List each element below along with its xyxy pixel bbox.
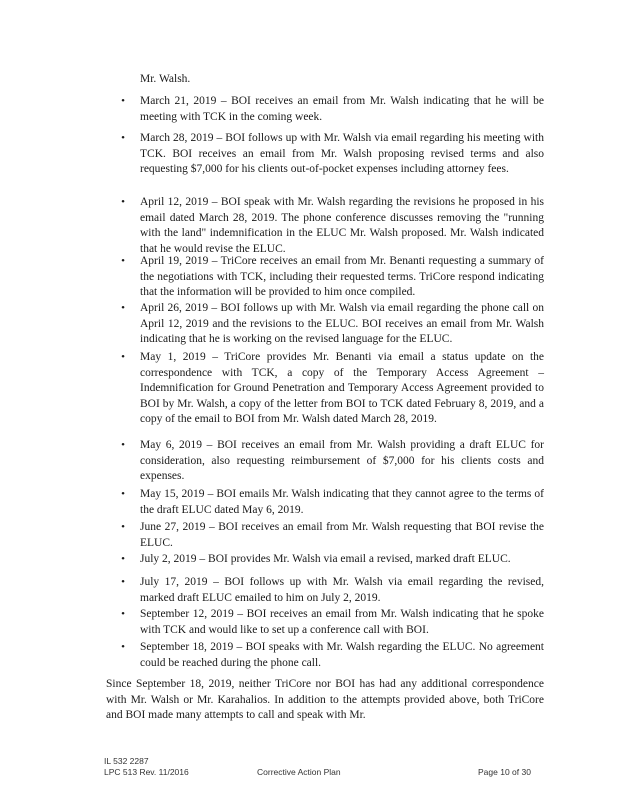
timeline-item-text: July 2, 2019 – BOI provides Mr. Walsh via email a revised, marked draft ELUC. <box>140 553 511 565</box>
bullet-icon: • <box>121 351 125 363</box>
timeline-item <box>121 301 544 348</box>
closing-paragraph: Since September 18, 2019, neither TriCore nor BOI has had any additional correspondence with Mr. Walsh or Mr. Karahalios. In addition to the attempts provided above, both TriCore and BOI made many attempts to call and speak with Mr. <box>106 678 544 722</box>
bullet-icon: • <box>121 302 125 314</box>
bullet-icon: • <box>121 255 125 267</box>
timeline-item-text: March 21, 2019 – BOI receives an email from Mr. Walsh indicating that he will be meeting with TCK in the coming week. <box>140 95 544 123</box>
continuation-text: Mr. Walsh. <box>140 73 191 85</box>
timeline-item <box>121 607 544 638</box>
timeline-item <box>121 438 544 485</box>
footer-doc-title: Corrective Action Plan <box>257 767 341 777</box>
bullet-icon: • <box>121 608 125 620</box>
timeline-item-text: September 18, 2019 – BOI speaks with Mr. Walsh regarding the ELUC. No agreement could be reached during the phone call. <box>140 641 544 669</box>
form-revision: LPC 513 Rev. 11/2016 <box>104 767 189 777</box>
timeline-item <box>121 520 544 551</box>
timeline-item-text: May 6, 2019 – BOI receives an email from Mr. Walsh providing a draft ELUC for consideration, also requesting reimbursement of $7,000 for his clients costs and expenses. <box>140 439 544 483</box>
bullet-icon: • <box>121 95 125 107</box>
timeline-item-text: April 19, 2019 – TriCore receives an email from Mr. Benanti requesting a summary of the negotiations with TCK, including their requested terms. TriCore respond indicating that the information will be provided to him once compiled. <box>140 255 544 299</box>
timeline-item <box>121 195 544 257</box>
bullet-icon: • <box>121 439 125 451</box>
form-id: IL 532 2287 <box>104 756 149 766</box>
timeline-item-text: March 28, 2019 – BOI follows up with Mr. Walsh via email regarding his meeting with TCK. BOI receives an email from Mr. Walsh proposing revised terms and also requesting $7,000 for his clients out-of-pocket expenses including attorney fees. <box>140 132 544 176</box>
timeline-item <box>121 350 544 428</box>
bullet-icon: • <box>121 488 125 500</box>
footer-form-ids <box>104 756 189 778</box>
timeline-item-text: May 1, 2019 – TriCore provides Mr. Benanti via email a status update on the correspondence with TCK, a copy of the Temporary Access Agreement – Indemnification for Ground Penetration and Temporary Access Agreement provided to BOI by Mr. Walsh, a copy of the letter from BOI to TCK dated February 8, 2019, and a copy of the email to BOI from Mr. Walsh dated March 28, 2019. <box>140 351 544 426</box>
bullet-icon: • <box>121 196 125 208</box>
timeline-item-text: July 17, 2019 – BOI follows up with Mr. Walsh via email regarding the revised, marked draft ELUC emailed to him on July 2, 2019. <box>140 576 544 604</box>
timeline-item-text: April 26, 2019 – BOI follows up with Mr. Walsh via email regarding the phone call on April 12, 2019 and the revisions to the ELUC. BOI receives an email from Mr. Walsh indicating that he is working on the revised language for the ELUC. <box>140 302 544 346</box>
bullet-icon: • <box>121 553 125 565</box>
timeline-item <box>121 487 544 518</box>
timeline-item <box>121 552 544 568</box>
timeline-item <box>121 640 544 671</box>
timeline-item-text: April 12, 2019 – BOI speak with Mr. Walsh regarding the revisions he proposed in his email dated March 28, 2019. The phone conference discusses removing the "running with the land" indemnification in the ELUC Mr. Walsh proposed. Mr. Walsh indicated that he would revise the ELUC. <box>140 196 544 255</box>
timeline-item <box>121 575 544 606</box>
bullet-icon: • <box>121 576 125 588</box>
bullet-icon: • <box>121 521 125 533</box>
timeline-item-text: June 27, 2019 – BOI receives an email from Mr. Walsh requesting that BOI revise the ELUC. <box>140 521 544 549</box>
timeline-item <box>121 131 544 178</box>
page-number: Page 10 of 30 <box>478 767 531 777</box>
bullet-icon: • <box>121 641 125 653</box>
timeline-item <box>121 94 544 125</box>
timeline-item <box>121 254 544 301</box>
timeline-item-text: May 15, 2019 – BOI emails Mr. Walsh indicating that they cannot agree to the terms of the draft ELUC dated May 6, 2019. <box>140 488 544 516</box>
timeline-item-text: September 12, 2019 – BOI receives an email from Mr. Walsh indicating that he spoke with TCK and would like to set up a conference call with BOI. <box>140 608 544 636</box>
bullet-icon: • <box>121 132 125 144</box>
